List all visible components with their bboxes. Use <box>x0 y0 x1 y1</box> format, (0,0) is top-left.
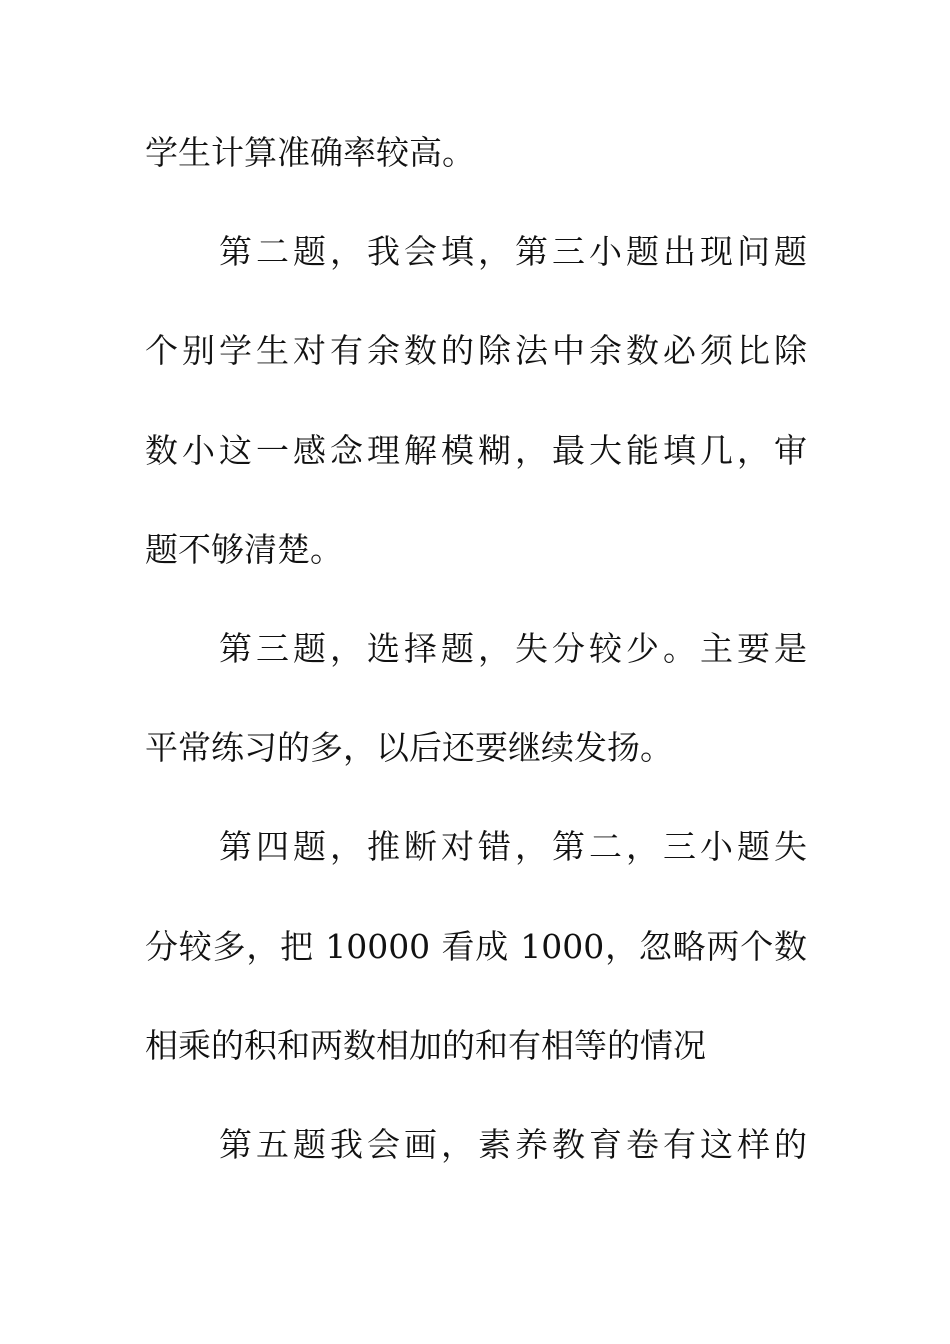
text-line: 数小这一感念理解模糊，最大能填几，审 <box>145 430 807 470</box>
text-line: 第四题，推断对错，第二，三小题失 <box>219 827 807 867</box>
document-body <box>145 123 807 1214</box>
text-line: 分较多，把 10000 看成 1000，忽略两个数 <box>145 926 807 966</box>
text-line: 个别学生对有余数的除法中余数必须比除 <box>145 331 807 371</box>
text-line: 题不够清楚。 <box>145 529 343 569</box>
text-line: 第五题我会画，素养教育卷有这样的 <box>219 1124 807 1164</box>
text-line: 相乘的积和两数相加的和有相等的情况 <box>145 1025 706 1065</box>
text-line: 平常练习的多，以后还要继续发扬。 <box>145 728 673 768</box>
text-line: 第二题，我会填，第三小题出现问题 <box>219 232 807 272</box>
text-line: 学生计算准确率较高。 <box>145 133 475 172</box>
text-line: 第三题，选择题，失分较少。主要是 <box>219 628 807 668</box>
